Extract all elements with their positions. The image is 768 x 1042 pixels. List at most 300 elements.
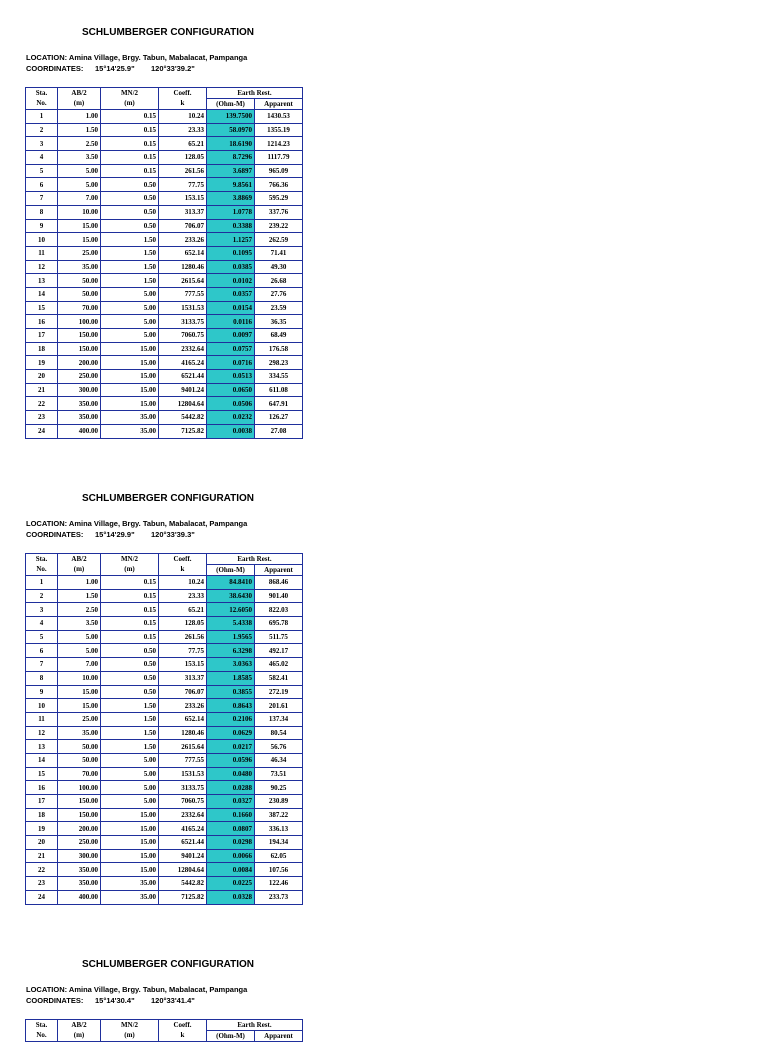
station-no: 7	[26, 658, 58, 672]
resistance-value: 9.8561	[207, 178, 255, 192]
coeff-value: 233.26	[159, 233, 207, 247]
mn2-value: 0.50	[101, 671, 159, 685]
table-row	[26, 205, 303, 219]
station-no: 21	[26, 849, 58, 863]
apparent-value: 62.05	[255, 849, 303, 863]
location-label: LOCATION:	[26, 519, 68, 528]
header-ohm: (Ohm-M)	[207, 1031, 255, 1042]
header-ab2: AB/2	[58, 554, 101, 565]
mn2-value: 15.00	[101, 863, 159, 877]
table-row	[26, 178, 303, 192]
ab2-value: 400.00	[58, 424, 101, 438]
coeff-value: 4165.24	[159, 822, 207, 836]
resistance-value: 0.2106	[207, 712, 255, 726]
resistance-value: 3.0363	[207, 658, 255, 672]
header-sta-sub: No.	[26, 1031, 58, 1042]
ab2-value: 7.00	[58, 658, 101, 672]
apparent-value: 49.30	[255, 260, 303, 274]
station-no: 18	[26, 342, 58, 356]
mn2-value: 5.00	[101, 767, 159, 781]
ab2-value: 50.00	[58, 753, 101, 767]
mn2-value: 15.00	[101, 397, 159, 411]
coeff-value: 5442.82	[159, 411, 207, 425]
resistance-value: 0.0116	[207, 315, 255, 329]
station-no: 5	[26, 630, 58, 644]
coeff-value: 261.56	[159, 164, 207, 178]
resistance-value: 0.0232	[207, 411, 255, 425]
ab2-value: 100.00	[58, 315, 101, 329]
station-no: 23	[26, 877, 58, 891]
coeff-value: 12804.64	[159, 863, 207, 877]
mn2-value: 15.00	[101, 849, 159, 863]
latitude-value: 15°14'29.9"	[95, 530, 135, 539]
ab2-value: 250.00	[58, 836, 101, 850]
table-row	[26, 424, 303, 438]
ab2-value: 150.00	[58, 342, 101, 356]
apparent-value: 80.54	[255, 726, 303, 740]
header-sta-sub: No.	[26, 565, 58, 576]
ab2-value: 15.00	[58, 699, 101, 713]
resistance-value: 0.0217	[207, 740, 255, 754]
header-sta: Sta.	[26, 1020, 58, 1031]
resistivity-table	[25, 553, 303, 905]
mn2-value: 0.15	[101, 137, 159, 151]
apparent-value: 901.40	[255, 589, 303, 603]
station-no: 20	[26, 836, 58, 850]
table-row	[26, 630, 303, 644]
apparent-value: 122.46	[255, 877, 303, 891]
resistance-value: 0.0807	[207, 822, 255, 836]
location-value: Amina Village, Brgy. Tabun, Mabalacat, Pampanga	[68, 53, 248, 62]
apparent-value: 647.91	[255, 397, 303, 411]
coeff-value: 7125.82	[159, 890, 207, 904]
coeff-value: 65.21	[159, 603, 207, 617]
table-row	[26, 644, 303, 658]
ab2-value: 300.00	[58, 383, 101, 397]
header-apparent: Apparent	[255, 99, 303, 110]
header-ab2: AB/2	[58, 88, 101, 99]
station-no: 23	[26, 411, 58, 425]
coeff-value: 4165.24	[159, 356, 207, 370]
table-row	[26, 329, 303, 343]
table-row	[26, 740, 303, 754]
mn2-value: 15.00	[101, 822, 159, 836]
apparent-value: 272.19	[255, 685, 303, 699]
station-no: 24	[26, 424, 58, 438]
table-row	[26, 192, 303, 206]
latitude-value: 15°14'25.9"	[95, 64, 135, 73]
station-no: 3	[26, 603, 58, 617]
resistance-value: 0.0480	[207, 767, 255, 781]
table-row	[26, 342, 303, 356]
resistance-value: 139.7500	[207, 110, 255, 124]
station-no: 13	[26, 740, 58, 754]
apparent-value: 27.08	[255, 424, 303, 438]
ab2-value: 35.00	[58, 260, 101, 274]
resistance-value: 3.6897	[207, 164, 255, 178]
table-row	[26, 699, 303, 713]
ab2-value: 50.00	[58, 274, 101, 288]
resistance-value: 0.0757	[207, 342, 255, 356]
resistance-value: 3.8869	[207, 192, 255, 206]
apparent-value: 298.23	[255, 356, 303, 370]
mn2-value: 5.00	[101, 301, 159, 315]
header-mn2-unit: (m)	[101, 565, 159, 576]
apparent-value: 1430.53	[255, 110, 303, 124]
coeff-value: 77.75	[159, 178, 207, 192]
table-row	[26, 287, 303, 301]
apparent-value: 27.76	[255, 287, 303, 301]
section-title: SCHLUMBERGER CONFIGURATION	[82, 959, 255, 970]
resistance-value: 0.1095	[207, 246, 255, 260]
station-no: 19	[26, 822, 58, 836]
coeff-value: 313.37	[159, 205, 207, 219]
coeff-value: 233.26	[159, 699, 207, 713]
coeff-value: 7125.82	[159, 424, 207, 438]
mn2-value: 35.00	[101, 411, 159, 425]
mn2-value: 0.15	[101, 110, 159, 124]
longitude-value: 120°33'39.3"	[151, 530, 195, 539]
resistance-value: 1.0778	[207, 205, 255, 219]
station-no: 9	[26, 685, 58, 699]
apparent-value: 822.03	[255, 603, 303, 617]
ab2-value: 1.50	[58, 589, 101, 603]
mn2-value: 5.00	[101, 753, 159, 767]
station-no: 6	[26, 178, 58, 192]
apparent-value: 1117.79	[255, 151, 303, 165]
ab2-value: 15.00	[58, 233, 101, 247]
resistance-value: 58.0970	[207, 123, 255, 137]
apparent-value: 126.27	[255, 411, 303, 425]
coeff-value: 2332.64	[159, 342, 207, 356]
header-ab2-unit: (m)	[58, 1031, 101, 1042]
station-no: 8	[26, 671, 58, 685]
station-no: 16	[26, 781, 58, 795]
ab2-value: 1.00	[58, 576, 101, 590]
apparent-value: 511.75	[255, 630, 303, 644]
station-no: 19	[26, 356, 58, 370]
station-no: 10	[26, 699, 58, 713]
mn2-value: 5.00	[101, 781, 159, 795]
apparent-value: 611.08	[255, 383, 303, 397]
resistance-value: 1.9565	[207, 630, 255, 644]
ab2-value: 50.00	[58, 740, 101, 754]
resistance-value: 38.6430	[207, 589, 255, 603]
station-no: 15	[26, 301, 58, 315]
apparent-value: 336.13	[255, 822, 303, 836]
station-no: 4	[26, 617, 58, 631]
table-row	[26, 370, 303, 384]
station-no: 4	[26, 151, 58, 165]
coeff-value: 261.56	[159, 630, 207, 644]
ab2-value: 25.00	[58, 712, 101, 726]
resistance-value: 0.0288	[207, 781, 255, 795]
mn2-value: 0.50	[101, 178, 159, 192]
header-coeff: Coeff.	[159, 88, 207, 99]
apparent-value: 695.78	[255, 617, 303, 631]
coeff-value: 706.07	[159, 685, 207, 699]
mn2-value: 15.00	[101, 383, 159, 397]
resistance-value: 0.0506	[207, 397, 255, 411]
table-row	[26, 356, 303, 370]
mn2-value: 0.50	[101, 192, 159, 206]
location-label: LOCATION:	[26, 985, 68, 994]
coeff-value: 1280.46	[159, 260, 207, 274]
location-line	[26, 53, 247, 62]
apparent-value: 334.55	[255, 370, 303, 384]
mn2-value: 1.50	[101, 246, 159, 260]
table-row	[26, 589, 303, 603]
mn2-value: 1.50	[101, 274, 159, 288]
ab2-value: 200.00	[58, 822, 101, 836]
ab2-value: 350.00	[58, 411, 101, 425]
coeff-value: 128.05	[159, 617, 207, 631]
resistance-value: 0.0038	[207, 424, 255, 438]
mn2-value: 5.00	[101, 329, 159, 343]
section-title: SCHLUMBERGER CONFIGURATION	[82, 27, 255, 38]
coeff-value: 10.24	[159, 576, 207, 590]
ab2-value: 15.00	[58, 219, 101, 233]
header-coeff-sub: k	[159, 99, 207, 110]
coeff-value: 5442.82	[159, 877, 207, 891]
table-row	[26, 219, 303, 233]
table-row	[26, 137, 303, 151]
mn2-value: 1.50	[101, 699, 159, 713]
station-no: 17	[26, 329, 58, 343]
latitude-value: 15°14'30.4"	[95, 996, 135, 1005]
apparent-value: 262.59	[255, 233, 303, 247]
header-coeff: Coeff.	[159, 554, 207, 565]
header-mn2: MN/2	[101, 554, 159, 565]
apparent-value: 36.35	[255, 315, 303, 329]
mn2-value: 0.50	[101, 205, 159, 219]
coordinates-line	[26, 530, 326, 540]
coordinates-line	[26, 996, 326, 1006]
ab2-value: 50.00	[58, 287, 101, 301]
mn2-value: 1.50	[101, 740, 159, 754]
resistance-value: 0.0328	[207, 890, 255, 904]
station-no: 5	[26, 164, 58, 178]
coordinates-label: COORDINATES:	[26, 530, 84, 539]
header-coeff: Coeff.	[159, 1020, 207, 1031]
mn2-value: 0.50	[101, 658, 159, 672]
header-ohm: (Ohm-M)	[207, 565, 255, 576]
ab2-value: 100.00	[58, 781, 101, 795]
header-sta: Sta.	[26, 88, 58, 99]
resistance-value: 0.0298	[207, 836, 255, 850]
coeff-value: 6521.44	[159, 836, 207, 850]
resistance-value: 0.0327	[207, 795, 255, 809]
mn2-value: 0.15	[101, 164, 159, 178]
station-no: 13	[26, 274, 58, 288]
mn2-value: 15.00	[101, 342, 159, 356]
header-coeff-sub: k	[159, 1031, 207, 1042]
apparent-value: 582.41	[255, 671, 303, 685]
table-row	[26, 658, 303, 672]
coeff-value: 10.24	[159, 110, 207, 124]
table-row	[26, 781, 303, 795]
table-row	[26, 822, 303, 836]
station-no: 12	[26, 726, 58, 740]
apparent-value: 868.46	[255, 576, 303, 590]
station-no: 12	[26, 260, 58, 274]
table-row	[26, 685, 303, 699]
ab2-value: 350.00	[58, 397, 101, 411]
mn2-value: 1.50	[101, 233, 159, 247]
ab2-value: 150.00	[58, 795, 101, 809]
resistance-value: 0.0716	[207, 356, 255, 370]
station-no: 3	[26, 137, 58, 151]
station-no: 1	[26, 110, 58, 124]
mn2-value: 1.50	[101, 726, 159, 740]
resistance-value: 0.0650	[207, 383, 255, 397]
apparent-value: 965.09	[255, 164, 303, 178]
longitude-value: 120°33'39.2"	[151, 64, 195, 73]
resistance-value: 0.0225	[207, 877, 255, 891]
apparent-value: 239.22	[255, 219, 303, 233]
ab2-value: 7.00	[58, 192, 101, 206]
resistance-value: 0.0097	[207, 329, 255, 343]
ab2-value: 150.00	[58, 329, 101, 343]
resistance-value: 18.6190	[207, 137, 255, 151]
coeff-value: 777.55	[159, 287, 207, 301]
resistivity-table	[25, 87, 303, 439]
coeff-value: 1531.53	[159, 301, 207, 315]
resistance-value: 6.3298	[207, 644, 255, 658]
resistivity-table	[25, 1019, 303, 1042]
table-row	[26, 808, 303, 822]
apparent-value: 337.76	[255, 205, 303, 219]
mn2-value: 15.00	[101, 836, 159, 850]
resistance-value: 0.3388	[207, 219, 255, 233]
ab2-value: 1.00	[58, 110, 101, 124]
apparent-value: 56.76	[255, 740, 303, 754]
station-no: 15	[26, 767, 58, 781]
coeff-value: 2332.64	[159, 808, 207, 822]
table-row	[26, 712, 303, 726]
coeff-value: 153.15	[159, 192, 207, 206]
coeff-value: 128.05	[159, 151, 207, 165]
station-no: 6	[26, 644, 58, 658]
station-no: 22	[26, 863, 58, 877]
coeff-value: 3133.75	[159, 781, 207, 795]
longitude-value: 120°33'41.4"	[151, 996, 195, 1005]
header-apparent: Apparent	[255, 565, 303, 576]
table-row	[26, 260, 303, 274]
header-apparent: Apparent	[255, 1031, 303, 1042]
header-earth-rest: Earth Rest.	[207, 554, 303, 565]
coeff-value: 652.14	[159, 712, 207, 726]
station-no: 20	[26, 370, 58, 384]
table-row	[26, 617, 303, 631]
station-no: 22	[26, 397, 58, 411]
mn2-value: 35.00	[101, 890, 159, 904]
coeff-value: 652.14	[159, 246, 207, 260]
apparent-value: 1355.19	[255, 123, 303, 137]
table-row	[26, 603, 303, 617]
apparent-value: 387.22	[255, 808, 303, 822]
ab2-value: 3.50	[58, 151, 101, 165]
ab2-value: 350.00	[58, 863, 101, 877]
apparent-value: 201.61	[255, 699, 303, 713]
ab2-value: 5.00	[58, 178, 101, 192]
mn2-value: 0.15	[101, 589, 159, 603]
resistance-value: 5.4338	[207, 617, 255, 631]
coeff-value: 153.15	[159, 658, 207, 672]
table-row	[26, 383, 303, 397]
table-row	[26, 767, 303, 781]
ab2-value: 300.00	[58, 849, 101, 863]
mn2-value: 35.00	[101, 877, 159, 891]
coeff-value: 12804.64	[159, 397, 207, 411]
resistance-value: 0.0629	[207, 726, 255, 740]
mn2-value: 0.50	[101, 644, 159, 658]
station-no: 2	[26, 589, 58, 603]
header-earth-rest: Earth Rest.	[207, 1020, 303, 1031]
station-no: 7	[26, 192, 58, 206]
mn2-value: 5.00	[101, 795, 159, 809]
ab2-value: 35.00	[58, 726, 101, 740]
station-no: 11	[26, 246, 58, 260]
mn2-value: 35.00	[101, 424, 159, 438]
apparent-value: 194.34	[255, 836, 303, 850]
station-no: 21	[26, 383, 58, 397]
resistance-value: 0.0357	[207, 287, 255, 301]
header-coeff-sub: k	[159, 565, 207, 576]
coeff-value: 1531.53	[159, 767, 207, 781]
resistance-value: 0.0102	[207, 274, 255, 288]
apparent-value: 492.17	[255, 644, 303, 658]
coeff-value: 9401.24	[159, 383, 207, 397]
table-row	[26, 753, 303, 767]
coeff-value: 23.33	[159, 123, 207, 137]
header-mn2-unit: (m)	[101, 1031, 159, 1042]
table-row	[26, 164, 303, 178]
coeff-value: 313.37	[159, 671, 207, 685]
station-no: 11	[26, 712, 58, 726]
coeff-value: 6521.44	[159, 370, 207, 384]
table-row	[26, 301, 303, 315]
apparent-value: 230.89	[255, 795, 303, 809]
table-row	[26, 795, 303, 809]
mn2-value: 15.00	[101, 808, 159, 822]
ab2-value: 3.50	[58, 617, 101, 631]
table-row	[26, 233, 303, 247]
ab2-value: 15.00	[58, 685, 101, 699]
ab2-value: 350.00	[58, 877, 101, 891]
apparent-value: 68.49	[255, 329, 303, 343]
table-row	[26, 123, 303, 137]
header-ab2-unit: (m)	[58, 99, 101, 110]
coeff-value: 777.55	[159, 753, 207, 767]
table-row	[26, 151, 303, 165]
ab2-value: 5.00	[58, 164, 101, 178]
apparent-value: 176.58	[255, 342, 303, 356]
ab2-value: 150.00	[58, 808, 101, 822]
coeff-value: 9401.24	[159, 849, 207, 863]
apparent-value: 233.73	[255, 890, 303, 904]
header-ab2-unit: (m)	[58, 565, 101, 576]
apparent-value: 107.56	[255, 863, 303, 877]
apparent-value: 46.34	[255, 753, 303, 767]
ab2-value: 5.00	[58, 630, 101, 644]
header-earth-rest: Earth Rest.	[207, 88, 303, 99]
header-sta: Sta.	[26, 554, 58, 565]
table-row	[26, 726, 303, 740]
mn2-value: 5.00	[101, 287, 159, 301]
resistance-value: 0.8643	[207, 699, 255, 713]
ab2-value: 5.00	[58, 644, 101, 658]
